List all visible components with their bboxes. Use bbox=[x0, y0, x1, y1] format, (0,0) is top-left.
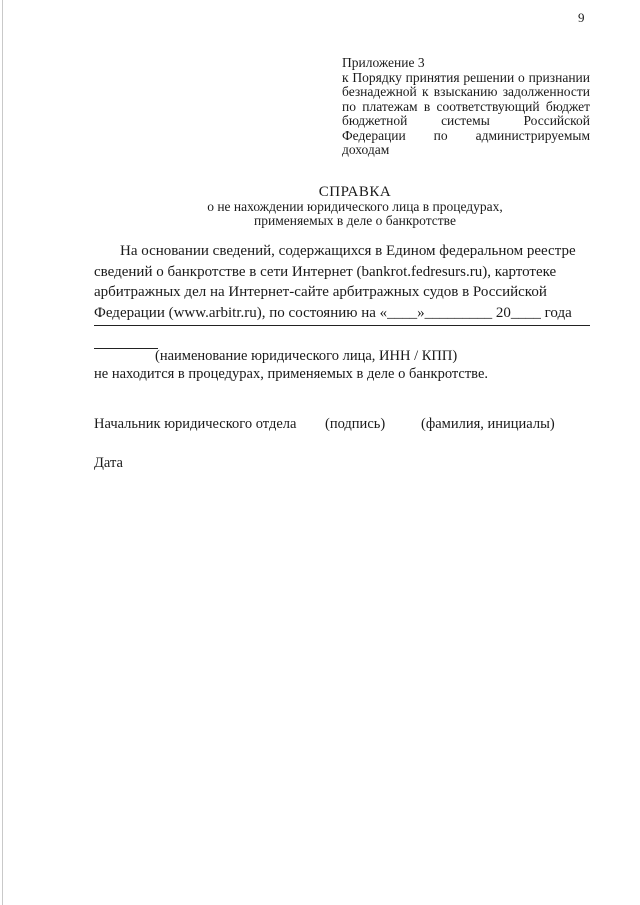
basis-text: На основании сведений, содержащихся в Едином федеральном реестре сведений о банкротстве в сети Интернет (bankrot.fedresurs.ru), картотеке арбитражных дел на Интернет-сайте арбитражных судов в Российской Федерации (www.arbitr.ru), по состоянию на bbox=[94, 243, 576, 321]
date-label: Дата bbox=[94, 455, 123, 471]
entity-name-line-continued bbox=[94, 348, 158, 349]
signature-position: Начальник юридического отдела bbox=[94, 416, 297, 432]
entity-caption: (наименование юридического лица, ИНН / КПП) bbox=[155, 348, 458, 364]
appendix-text: к Порядку принятия решении о признании безнадежной к взысканию задолженности по платежам в соответствующий бюджет бюджетной системы Российской Федерации по администрируемым доходам bbox=[342, 69, 590, 157]
page-number: 9 bbox=[578, 10, 585, 25]
date-template: «____»_________ 20____ года bbox=[379, 304, 572, 321]
status-text: не находится в процедурах, применяемых в деле о банкротстве. bbox=[94, 366, 489, 382]
appendix-block bbox=[342, 56, 590, 158]
document-subtitle-line-1: о не нахождении юридического лица в процедурах, bbox=[207, 199, 503, 214]
scan-edge bbox=[2, 0, 3, 905]
signature-name-field: (фамилия, инициалы) bbox=[421, 416, 555, 432]
document-heading bbox=[100, 184, 610, 227]
appendix-title: Приложение 3 bbox=[342, 55, 425, 70]
entity-name-line bbox=[94, 325, 590, 326]
basis-paragraph bbox=[94, 241, 594, 323]
document-subtitle-line-2: применяемых в деле о банкротстве bbox=[254, 212, 456, 228]
signature-sign-field: (подпись) bbox=[325, 416, 386, 432]
document-title: СПРАВКА bbox=[318, 184, 392, 200]
